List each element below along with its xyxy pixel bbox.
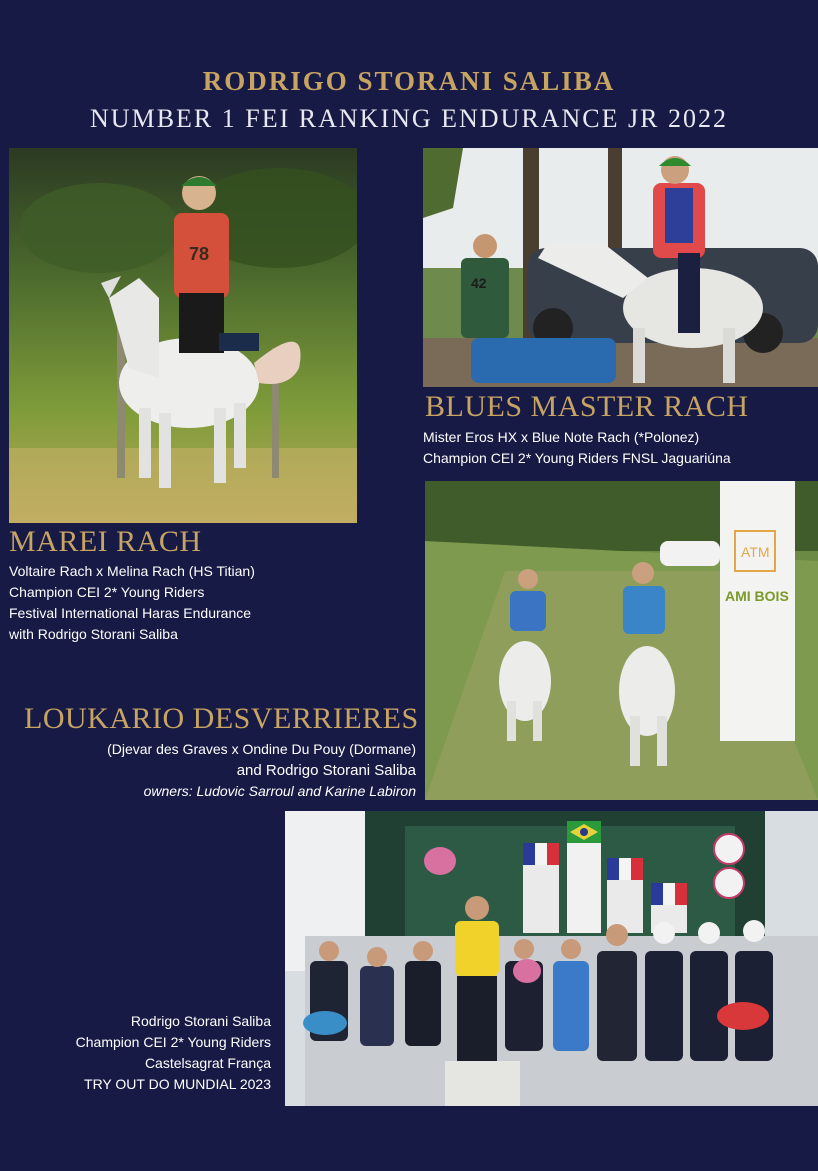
bib-number-blues: 42 <box>471 275 487 291</box>
loukario-photo <box>425 481 818 800</box>
ranking-subheading: NUMBER 1 FEI RANKING ENDURANCE JR 2022 <box>90 104 728 133</box>
podium-rider-text: Rodrigo Storani Saliba <box>130 1013 271 1029</box>
bib-number-marei: 78 <box>189 244 210 264</box>
blues-master-rach-info <box>423 427 731 469</box>
blues-master-rach-photo <box>423 148 818 387</box>
loukario-info <box>16 739 416 802</box>
blues-title-text: Champion CEI 2* Young Riders FNSL Jaguariúna <box>423 450 731 466</box>
rider-name-heading: RODRIGO STORANI SALIBA <box>202 66 616 96</box>
blues-master-rach-name: BLUES MASTER RACH <box>425 390 749 423</box>
banner-sponsor-text: AMI BOIS <box>725 588 789 604</box>
marei-rach-info <box>9 561 255 645</box>
loukario-owners-text: owners: Ludovic Sarroul and Karine Labiron <box>143 783 416 799</box>
podium-caption <box>1 1011 271 1095</box>
loukario-pedigree-text: (Djevar des Graves x Ondine Du Pouy (Dormane) <box>107 741 416 757</box>
blues-pedigree-text: Mister Eros HX x Blue Note Rach (*Polonez) <box>423 429 700 445</box>
banner-logo-text: ATM <box>741 544 770 560</box>
marei-rach-name: MAREI RACH <box>9 525 202 558</box>
podium-event-text: TRY OUT DO MUNDIAL 2023 <box>84 1076 271 1092</box>
podium-title-text: Champion CEI 2* Young Riders <box>75 1034 271 1050</box>
marei-title-text: Champion CEI 2* Young Riders <box>9 584 205 600</box>
marei-rider-text: with Rodrigo Storani Saliba <box>9 626 178 642</box>
loukario-rider-text: and Rodrigo Storani Saliba <box>236 762 416 779</box>
marei-pedigree-text: Voltaire Rach x Melina Rach (HS Titian) <box>9 563 255 579</box>
marei-rach-photo <box>9 148 357 523</box>
podium-photo <box>285 811 818 1106</box>
loukario-name: LOUKARIO DESVERRIERES <box>24 702 419 735</box>
podium-location-text: Castelsagrat França <box>144 1055 271 1071</box>
marei-event-text: Festival International Haras Endurance <box>9 605 252 621</box>
